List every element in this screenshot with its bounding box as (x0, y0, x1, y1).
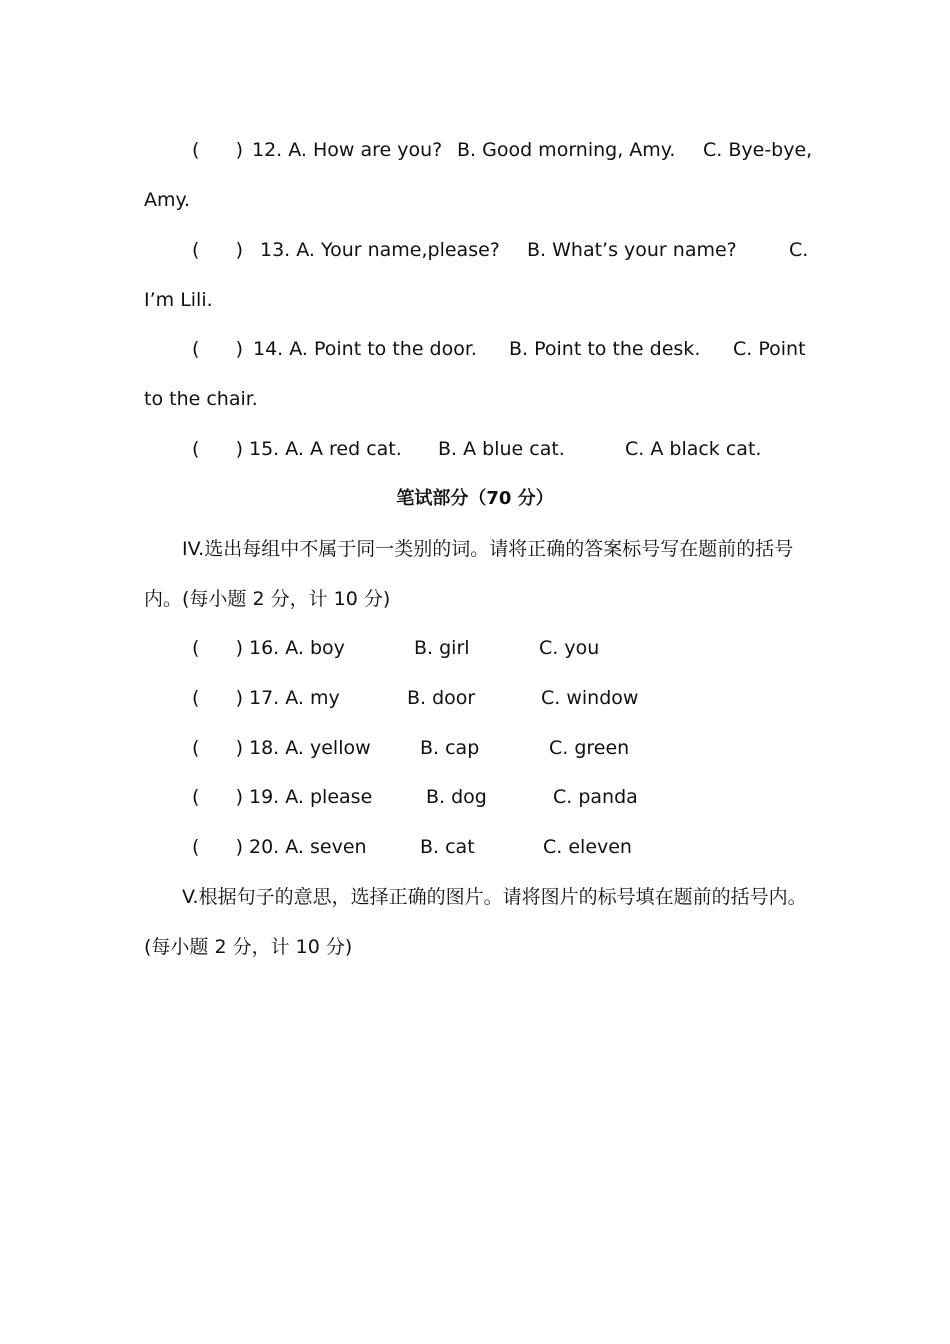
answer-paren-14: ( ) (192, 338, 244, 360)
q20-option-a: 20. A. seven (249, 836, 367, 858)
q13-option-b: B. What’s your name? (527, 239, 737, 261)
q18-option-c: C. green (549, 737, 630, 759)
q19-option-a: 19. A. please (249, 786, 373, 808)
q15-option-b: B. A blue cat. (438, 438, 565, 460)
q12-option-c: C. Bye-bye, (703, 139, 813, 161)
q18-option-a: 18. A. yellow (249, 737, 371, 759)
answer-paren-17: ( ) (192, 687, 244, 709)
written-part-heading: 笔试部分（70 分） (396, 488, 554, 509)
q13-option-c-wrap: I’m Lili. (144, 289, 213, 311)
q18-option-b: B. cap (420, 737, 480, 759)
q14-option-b: B. Point to the desk. (509, 338, 701, 360)
q19-option-b: B. dog (426, 786, 487, 808)
q14-option-c-wrap: to the chair. (144, 388, 258, 410)
q12-option-a: 12. A. How are you? (252, 139, 443, 161)
answer-paren-18: ( ) (192, 737, 244, 759)
section4-instruction-line2: 内。(每小题 2 分，计 10 分) (144, 588, 391, 610)
q14-option-c: C. Point (733, 338, 806, 360)
q20-option-b: B. cat (420, 836, 475, 858)
answer-paren-15: ( ) (192, 438, 244, 460)
q12-option-c-wrap: Amy. (144, 189, 191, 211)
answer-paren-16: ( ) (192, 637, 244, 659)
answer-paren-19: ( ) (192, 786, 244, 808)
q17-option-a: 17. A. my (249, 687, 340, 709)
q17-option-c: C. window (541, 687, 639, 709)
answer-paren-12: ( ) (192, 139, 244, 161)
answer-paren-20: ( ) (192, 836, 244, 858)
answer-paren-13: ( ) (192, 239, 244, 261)
q16-option-a: 16. A. boy (249, 637, 345, 659)
q13-option-a: 13. A. Your name,please? (260, 239, 500, 261)
q12-option-b: B. Good morning, Amy. (457, 139, 676, 161)
q13-option-c: C. (789, 239, 809, 261)
q15-option-a: 15. A. A red cat. (249, 438, 402, 460)
section5-instruction-line1: V.根据句子的意思，选择正确的图片。请将图片的标号填在题前的括号内。 (182, 886, 807, 908)
q14-option-a: 14. A. Point to the door. (253, 338, 477, 360)
q17-option-b: B. door (407, 687, 476, 709)
q16-option-c: C. you (539, 637, 600, 659)
q20-option-c: C. eleven (543, 836, 632, 858)
section4-instruction-line1: IV.选出每组中不属于同一类别的词。请将正确的答案标号写在题前的括号 (182, 538, 794, 560)
q16-option-b: B. girl (414, 637, 470, 659)
section5-instruction-line2: (每小题 2 分，计 10 分) (144, 936, 353, 958)
q19-option-c: C. panda (553, 786, 638, 808)
q15-option-c: C. A black cat. (625, 438, 762, 460)
